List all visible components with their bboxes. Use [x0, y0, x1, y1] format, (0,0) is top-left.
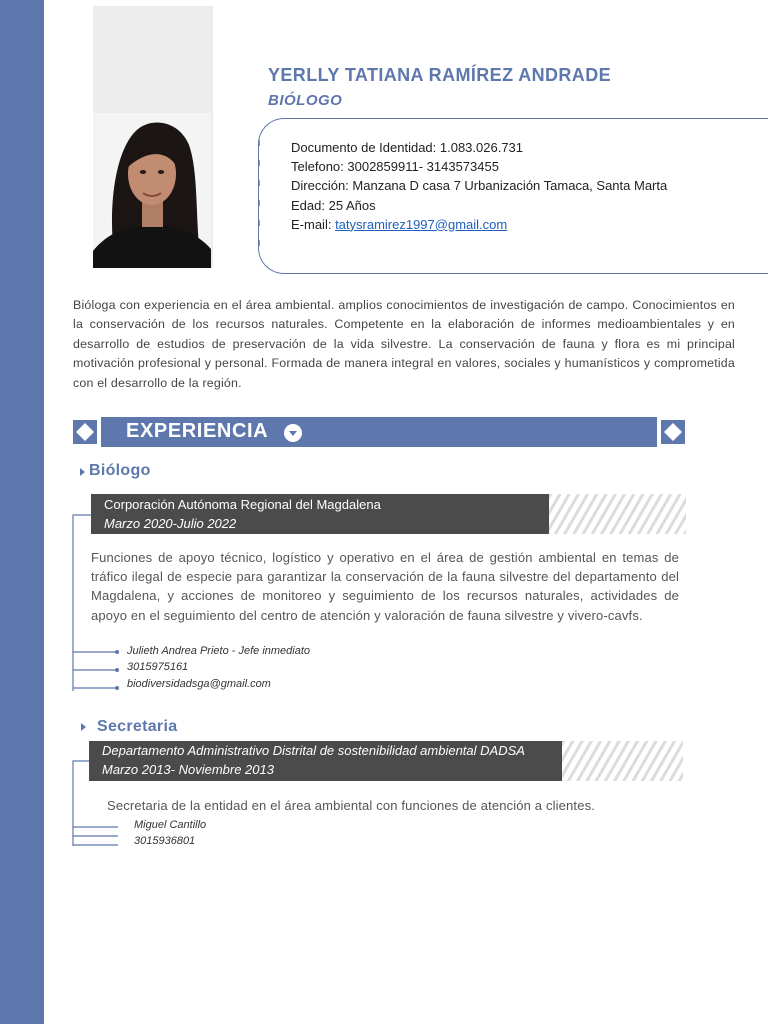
portrait-illustration — [93, 113, 211, 268]
chevron-down-icon — [284, 424, 302, 442]
caret-right-icon — [81, 723, 86, 731]
chevron-down-glyph — [284, 424, 302, 442]
stripe-pattern — [549, 494, 686, 534]
experience-title: EXPERIENCIA — [126, 420, 269, 442]
address: Dirección: Manzana D casa 7 Urbanización Tamaca, Santa Marta — [291, 178, 668, 194]
caret-right-icon — [80, 468, 85, 476]
email-line — [291, 215, 667, 234]
reference-phone: 3015936801 — [134, 835, 196, 847]
candidate-role: BIÓLOGO — [268, 92, 343, 109]
organization-name: Corporación Autónoma Regional del Magdalena — [104, 497, 381, 512]
section-diamond-right — [661, 420, 685, 444]
age: Edad: 25 Años — [291, 197, 376, 213]
job-description: Secretaria de la entidad en el área ambiental con funciones de atención a clientes. — [107, 798, 595, 813]
contact-details — [291, 138, 667, 234]
candidate-name: YERLLY TATIANA RAMÍREZ ANDRADE — [268, 65, 612, 85]
side-accent-bar — [0, 0, 44, 1024]
job-title: Biólogo — [89, 462, 151, 479]
email-link[interactable]: tatysramirez1997@gmail.com — [335, 216, 508, 232]
job-period: Marzo 2020-Julio 2022 — [104, 516, 237, 531]
email-label: E-mail: — [291, 216, 336, 232]
organization-name: Departamento Administrativo Distrital de sostenibilidad ambiental DADSA — [102, 743, 525, 758]
stripe-pattern — [562, 741, 683, 781]
reference-name: Miguel Cantillo — [134, 819, 207, 831]
diamond-icon — [661, 420, 685, 444]
job-description: Funciones de apoyo técnico, logístico y operativo en el área de gestión ambiental en temas de tráfico ilegal de especie para garantizar la conservación de la fauna silvestre del departamento del Magdalena, y acciones de monitoreo y seguimiento de los recursos naturales, actividades de apoyo en el seguimiento del centro de atención y valoración de fauna silvestre y vivero-cavfs. — [91, 550, 679, 623]
job-period: Marzo 2013- Noviembre 2013 — [102, 762, 274, 777]
section-diamond-left — [73, 420, 97, 444]
document-id: Documento de Identidad: 1.083.026.731 — [291, 140, 524, 155]
job-title: Secretaria — [97, 718, 178, 735]
profile-summary: Bióloga con experiencia en el área ambiental. amplios conocimientos de investigación de campo. Conocimientos en la conservación de los recursos naturales. Competente en la elaboración de informes medioambientales y en desarrollo de estudios de preservación de la vida silvestre. La conservación de fauna y flora es mi principal motivación profesional y personal. Formada de manera integral en valores, sociales y humanísticos y comprometida con el desarrollo de la región. — [73, 298, 735, 390]
reference-name: Julieth Andrea Prieto - Jefe inmediato — [127, 645, 311, 657]
profile-photo — [93, 113, 211, 268]
phone-numbers: Telefono: 3002859911- 3143573455 — [291, 159, 499, 175]
contact-box-ticks — [255, 140, 263, 250]
diamond-icon — [73, 420, 97, 444]
reference-phone: 3015975161 — [127, 661, 189, 673]
reference-email: biodiversidadsga@gmail.com — [127, 678, 271, 690]
